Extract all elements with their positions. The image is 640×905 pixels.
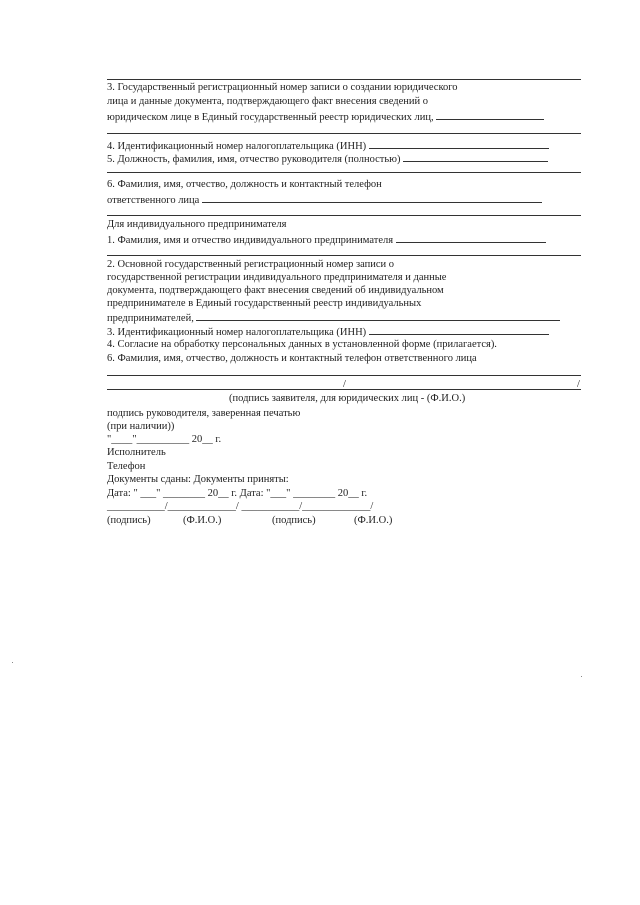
phone-label: Телефон <box>107 461 146 472</box>
legal-item3-line1: 3. Государственный регистрационный номер записи о создании юридического <box>107 82 458 93</box>
entrepreneur-item6-rule <box>107 375 581 376</box>
entrepreneur-item4: 4. Согласие на обработку персональных данных в установленной форме (прилагается). <box>107 339 497 350</box>
legal-director-blank[interactable] <box>403 152 548 162</box>
head-signature-line2: (при наличии)) <box>107 421 175 432</box>
top-rule <box>107 79 581 80</box>
signature-caption: (подпись заявителя, для юридических лиц - (Ф.И.О.) <box>229 393 466 404</box>
legal-item3-blank[interactable] <box>436 110 544 120</box>
head-signature-line1: подпись руководителя, заверенная печатью <box>107 408 301 419</box>
legal-item3-line2: лица и данные документа, подтверждающего факт внесения сведений о <box>107 96 428 107</box>
entrepreneur-ogrnip-blank[interactable] <box>196 311 560 321</box>
legal-item3-rule <box>107 133 581 134</box>
handover-dates: Дата: " ___" ________ 20__ г. Дата: "___" ________ 20__ г. <box>107 488 368 499</box>
entrepreneur-name-blank[interactable] <box>396 233 546 243</box>
handover-sign-line: ___________/_____________/ ___________/_____________/ <box>107 501 374 512</box>
legal-item5-rule <box>107 172 581 173</box>
signature-slash-1: / <box>343 379 346 390</box>
handover-label-fio1: (Ф.И.О.) <box>183 515 222 526</box>
legal-item5: 5. Должность, фамилия, имя, отчество руководителя (полностью) <box>107 152 548 166</box>
handover-label-sign2: (подпись) <box>272 515 316 526</box>
entrepreneur-inn-blank[interactable] <box>369 325 549 335</box>
legal-item6-line1: 6. Фамилия, имя, отчество, должность и контактный телефон <box>107 179 382 190</box>
legal-responsible-blank[interactable] <box>202 193 542 203</box>
entrepreneur-heading: Для индивидуального предпринимателя <box>107 219 287 230</box>
entrepreneur-item6: 6. Фамилия, имя, отчество, должность и контактный телефон ответственного лица <box>107 353 477 364</box>
signature-date: "____"__________ 20__ г. <box>107 434 222 445</box>
handover-title: Документы сданы: Документы приняты: <box>107 474 289 485</box>
legal-item6-rule <box>107 215 581 216</box>
entrepreneur-item2-line5: предпринимателей, <box>107 311 560 325</box>
legal-item6-line2: ответственного лица <box>107 193 542 207</box>
signature-slash-2: / <box>577 379 580 390</box>
entrepreneur-item2-line3: документа, подтверждающего факт внесения сведений об индивидуальном <box>107 285 444 296</box>
handover-label-fio2: (Ф.И.О.) <box>354 515 393 526</box>
entrepreneur-item3: 3. Идентификационный номер налогоплательщика (ИНН) <box>107 325 549 339</box>
executor-label: Исполнитель <box>107 447 166 458</box>
entrepreneur-item1-rule <box>107 255 581 256</box>
legal-item4: 4. Идентификационный номер налогоплательщика (ИНН) <box>107 139 549 153</box>
scan-speck <box>12 662 13 663</box>
legal-item3-line3: юридическом лице в Единый государственный реестр юридических лиц, <box>107 110 544 124</box>
scan-speck <box>581 676 582 677</box>
entrepreneur-item2-line4: предпринимателе в Единый государственный реестр индивидуальных <box>107 298 422 309</box>
entrepreneur-item2-line1: 2. Основной государственный регистрационный номер записи о <box>107 259 395 270</box>
entrepreneur-item1: 1. Фамилия, имя и отчество индивидуального предпринимателя <box>107 233 546 247</box>
handover-label-sign1: (подпись) <box>107 515 151 526</box>
entrepreneur-item2-line2: государственной регистрации индивидуального предпринимателя и данные <box>107 272 447 283</box>
legal-inn-blank[interactable] <box>369 139 549 149</box>
